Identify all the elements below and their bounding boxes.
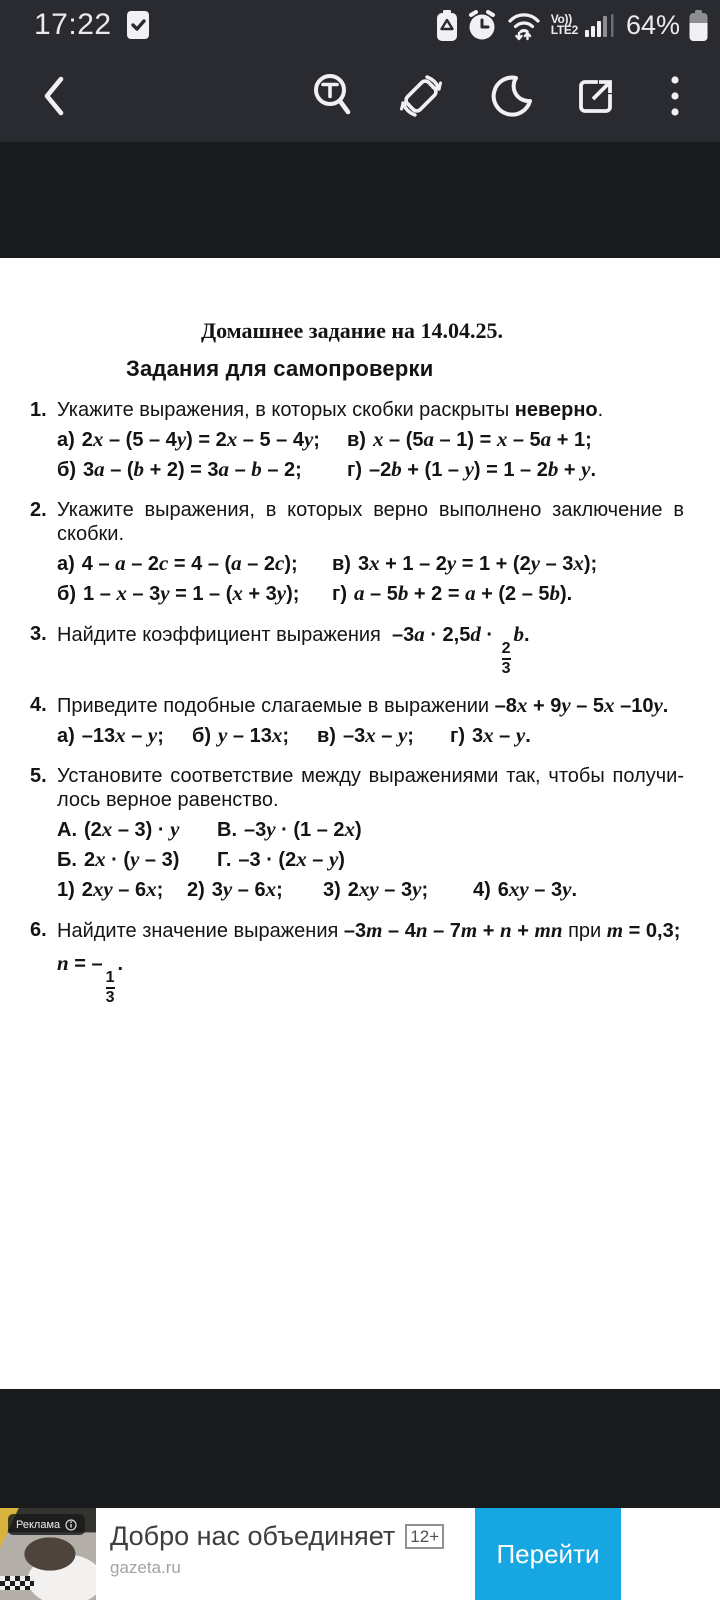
document-subtitle: Задания для самопроверки <box>126 356 434 381</box>
rotate-screen-icon <box>397 72 445 120</box>
task-number: 3. <box>30 623 47 645</box>
option: а) 2x – (5 – 4y) = 2x – 5 – 4y; <box>57 427 320 451</box>
task-text: Приведите подобные слагаемые в выражении <box>57 695 490 717</box>
ad-image[interactable] <box>0 1508 96 1600</box>
task-number: 6. <box>30 919 47 941</box>
option: а) 4 – a – 2c = 4 – (a – 2c); <box>57 551 298 575</box>
age-rating-badge: 12+ <box>405 1524 444 1549</box>
wifi-calling-icon <box>506 9 542 41</box>
viewer-toolbar <box>0 50 720 142</box>
task-text: Установите соответствие между выражениями так, чтобы получи- <box>57 765 684 787</box>
fraction: $\frac{2}{3}$ <box>501 640 511 677</box>
open-external-icon <box>574 74 618 118</box>
task-number: 1. <box>30 399 47 421</box>
back-button[interactable] <box>30 72 78 120</box>
rotate-screen-button[interactable] <box>397 72 445 120</box>
option: г) a – 5b + 2 = a + (2 – 5b). <box>332 581 573 605</box>
night-mode-button[interactable] <box>487 72 535 120</box>
answer-item: 4) 6xy – 3y. <box>473 877 577 901</box>
task-4: 4. Приведите подобные слагаемые в выражении –8x + 9y – 5x –10y. а) –13x – y; б) y – 13x; в) –3x – y; г) 3x – y. <box>30 693 684 748</box>
task-text: лось верное равенство. <box>57 789 279 811</box>
text-find-icon <box>310 72 356 120</box>
option: б) 1 – x – 3y = 1 – (x + 3y); <box>57 581 300 605</box>
task-5-answers-row <box>57 877 684 902</box>
battery-saver-icon <box>436 10 458 41</box>
task-text: Найдите коэффициент выражения <box>57 624 381 646</box>
match-item: В. –3y · (1 – 2x) <box>217 817 362 841</box>
ad-title: Добро нас объединяет <box>110 1521 396 1551</box>
task-number: 2. <box>30 499 47 521</box>
task-2-options-row-1 <box>57 551 684 576</box>
option: г) 3x – y. <box>450 723 531 747</box>
ad-domain: gazeta.ru <box>110 1558 181 1577</box>
answer-item: 1) 2xy – 6x; <box>57 877 164 901</box>
task-text: скобки. <box>57 523 125 545</box>
volte-label: Vo)) LTE2 <box>550 12 578 37</box>
battery-icon <box>689 10 708 41</box>
ad-banner[interactable] <box>0 1508 720 1600</box>
match-item: Б. 2x · (y – 3) <box>57 847 180 871</box>
task-6: 6. Найдите значение выражения –3m – 4n – 7m + n + mn при m = 0,3; n = – $\frac{1}{3}$ . <box>30 918 684 1006</box>
task-text: Найдите значение выражения <box>57 920 339 942</box>
answer-item: 3) 2xy – 3y; <box>323 877 429 901</box>
option: а) –13x – y; <box>57 723 164 747</box>
task-3: 3. Найдите коэффициент выражения –3a · 2,5d · $\frac{2}{3}$ b. <box>30 622 530 677</box>
task-2 <box>30 498 684 606</box>
task-1-options-row-1 <box>57 427 684 452</box>
ad-text-block[interactable] <box>110 1521 468 1578</box>
overflow-menu-button[interactable] <box>651 72 699 120</box>
ad-label-pill[interactable] <box>8 1514 85 1535</box>
task-text: Укажите выражения, в которых верно выполнено заключение в <box>57 499 684 521</box>
option: б) 3a – (b + 2) = 3a – b – 2; <box>57 457 302 481</box>
task-number: 5. <box>30 765 47 787</box>
task-6-line-2: n = – $\frac{1}{3}$ . <box>57 951 124 1006</box>
back-icon <box>41 75 67 117</box>
ad-cta-button[interactable]: Перейти <box>475 1508 621 1600</box>
task-5-pairs-row-2 <box>57 847 684 872</box>
option: в) x – (5a – 1) = x – 5a + 1; <box>347 427 592 451</box>
task-5 <box>30 764 684 902</box>
taxi-checker-pattern <box>0 1576 34 1590</box>
open-external-button[interactable] <box>572 72 620 120</box>
clock: 17:22 <box>34 8 112 41</box>
battery-percent: 64% <box>625 9 680 40</box>
status-bar <box>0 0 720 50</box>
task-text: при <box>568 920 602 942</box>
alarm-icon <box>467 10 497 41</box>
task-5-pairs-row-1 <box>57 817 684 842</box>
night-mode-icon <box>488 73 534 119</box>
match-item: А. (2x – 3) · y <box>57 817 180 841</box>
task-4-options-row <box>57 723 684 748</box>
document-title: Домашнее задание на 14.04.25. <box>200 318 504 343</box>
checkbox-notification-icon <box>126 10 150 40</box>
task-1 <box>30 398 684 482</box>
info-icon[interactable] <box>65 1519 77 1531</box>
option: г) –2b + (1 – y) = 1 – 2b + y. <box>347 457 597 481</box>
ad-label: Реклама <box>16 1518 61 1531</box>
fraction: $\frac{1}{3}$ <box>105 969 115 1006</box>
overflow-menu-icon <box>671 76 679 116</box>
task-number: 4. <box>30 694 47 716</box>
option: б) y – 13x; <box>192 723 289 747</box>
option: в) –3x – y; <box>317 723 414 747</box>
text-find-button[interactable] <box>309 72 357 120</box>
match-item: Г. –3 · (2x – y) <box>217 847 345 871</box>
task-1-options-row-2 <box>57 457 684 482</box>
task-2-options-row-2 <box>57 581 684 606</box>
option: в) 3x + 1 – 2y = 1 + (2y – 3x); <box>332 551 598 575</box>
status-icons <box>436 9 708 41</box>
document-page <box>0 258 720 1389</box>
signal-bars-icon <box>585 12 615 38</box>
answer-item: 2) 3y – 6x; <box>187 877 283 901</box>
task-text: Укажите выражения, в которых скобки раскрыты неверно. <box>57 399 604 421</box>
